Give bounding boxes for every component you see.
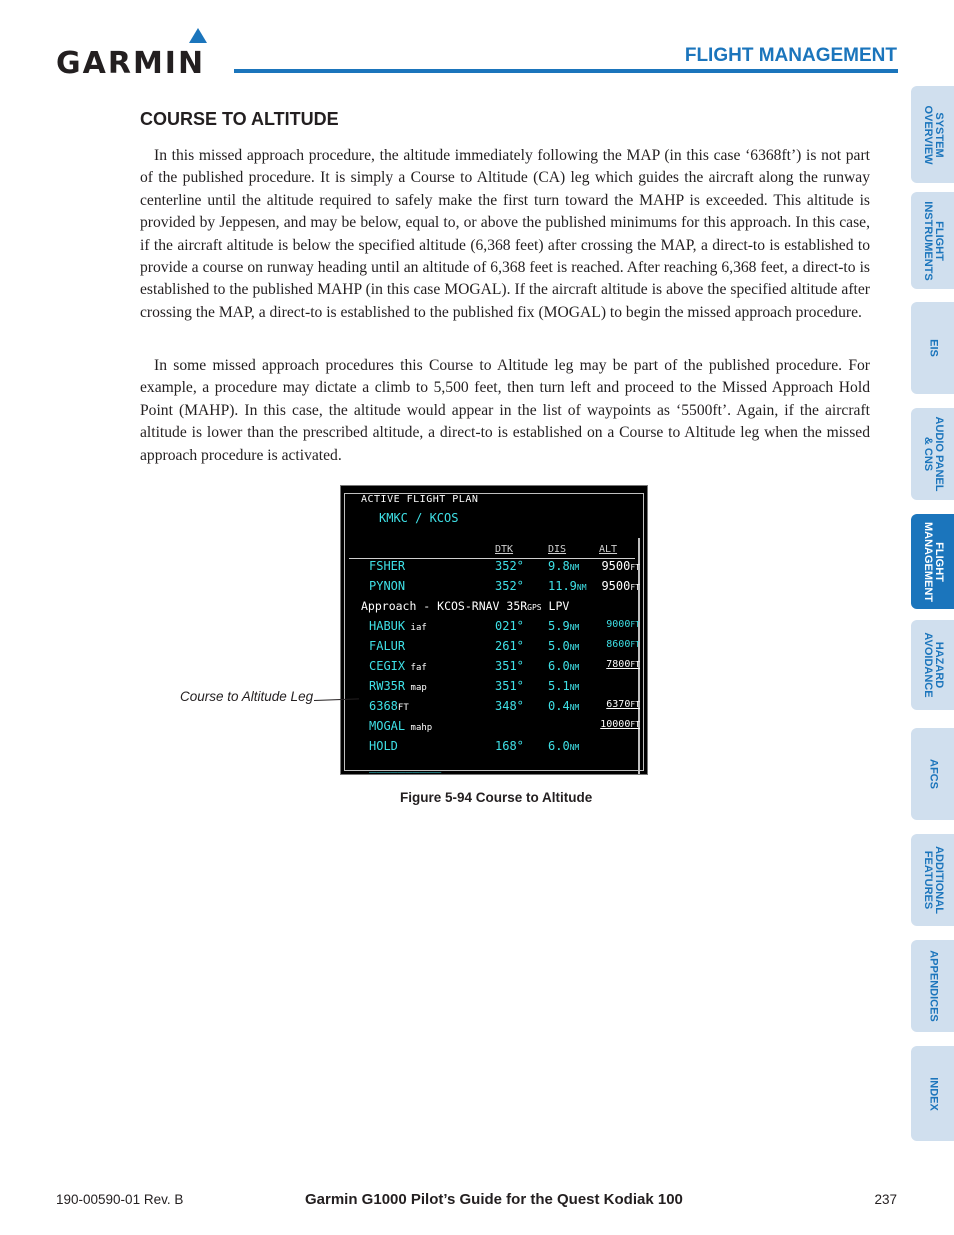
body-paragraph-2: In some missed approach procedures this Course to Altitude leg may be part of the published procedure. For example, a procedure may dictate a climb to 5,500 feet, then turn left and proceed to the Missed Approach Hold Point (MAHP). In this case, the altitude would appear in the list of waypoints as ‘5500ft’. Again, if the aircraft altitude is lower than the prescribed altitude, a direct-to is established on a Course to Altitude leg when the missed approach procedure is activated. (140, 357, 870, 464)
flight-plan-row[interactable] (345, 719, 645, 739)
waypoint-alt: 7800FT (606, 659, 640, 670)
waypoint-name: CEGIX faf (369, 659, 427, 673)
side-tab[interactable] (911, 834, 954, 926)
side-tab-label: FLIGHT MANAGEMENT (921, 521, 945, 602)
footer-title: Garmin G1000 Pilot’s Guide for the Quest Kodiak 100 (305, 1191, 683, 1208)
waypoint-name: RW35R map (369, 679, 427, 693)
waypoint-name: __________ (369, 759, 442, 773)
column-header-dis: DIS (548, 544, 567, 555)
waypoint-name: PYNON (369, 579, 406, 593)
side-tab[interactable] (911, 940, 954, 1032)
garmin-logo-text: GARMIN (56, 46, 206, 81)
flight-plan-row[interactable] (345, 559, 645, 579)
side-tab-label: FLIGHT INSTRUMENTS (921, 200, 945, 281)
page-heading: COURSE TO ALTITUDE (140, 109, 339, 129)
waypoint-name: HABUK iaf (369, 619, 427, 633)
side-tab-label: AFCS (927, 759, 939, 789)
waypoint-dis: 11.9NM (548, 579, 587, 593)
column-header-dtk: DTK (495, 544, 514, 555)
waypoint-dis: 5.1NM (548, 679, 580, 693)
active-flight-plan-screen (340, 485, 648, 775)
waypoint-alt: 6370FT (606, 699, 640, 710)
waypoint-dtk: 168° (495, 739, 524, 753)
waypoint-name: FALUR (369, 639, 406, 653)
garmin-logo (56, 28, 220, 81)
side-tab[interactable] (911, 1046, 954, 1141)
flight-plan-row[interactable] (345, 739, 645, 759)
side-tab-label: APPENDICES (927, 950, 939, 1022)
approach-label: Approach - KCOS-RNAV 35RGPS LPV (361, 599, 570, 613)
garmin-triangle-icon (189, 28, 207, 43)
figure-caption: Figure 5-94 Course to Altitude (400, 790, 593, 805)
waypoint-dis: 0.4NM (548, 699, 580, 713)
flight-plan-row[interactable] (345, 679, 645, 699)
waypoint-alt: 9000FT (606, 619, 640, 630)
waypoint-dis: 9.8NM (548, 559, 580, 573)
waypoint-name: HOLD (369, 739, 398, 753)
side-tab-label: ADDITIONAL FEATURES (921, 846, 945, 914)
side-tab[interactable] (911, 86, 954, 183)
doc-number: 190-00590-01 Rev. B (56, 1192, 184, 1207)
side-tab-label: EIS (927, 339, 939, 357)
waypoint-dis: 5.9NM (548, 619, 580, 633)
waypoint-alt: 9500FT (601, 559, 640, 573)
side-tab[interactable] (911, 192, 954, 289)
waypoint-dtk: 261° (495, 639, 524, 653)
waypoint-dtk: 348° (495, 699, 524, 713)
page-number: 237 (874, 1192, 897, 1207)
flight-plan-row[interactable] (345, 639, 645, 659)
side-tab[interactable] (911, 620, 954, 710)
waypoint-name: MOGAL mahp (369, 719, 433, 733)
waypoint-dtk: 021° (495, 619, 524, 633)
side-tab-label: HAZARD AVOIDANCE (921, 632, 945, 698)
callout-label: Course to Altitude Leg (180, 689, 314, 704)
flight-plan-row[interactable] (345, 579, 645, 599)
column-header-alt: ALT (599, 544, 618, 555)
flight-plan-title: ACTIVE FLIGHT PLAN (358, 494, 481, 505)
waypoint-alt: 10000FT (600, 719, 640, 730)
flight-plan-row[interactable] (345, 759, 645, 779)
waypoint-dtk: 351° (495, 659, 524, 673)
waypoint-alt: 8600FT (606, 639, 640, 650)
waypoint-alt: 9500FT (601, 579, 640, 593)
side-tab[interactable] (911, 728, 954, 820)
flight-plan-row[interactable] (345, 619, 645, 639)
route-label: KMKC / KCOS (379, 511, 459, 525)
body-paragraph-1: In this missed approach procedure, the altitude immediately following the MAP (in this case ‘6368ft’) is not part of the published procedure. It is simply a Course to Altitude (CA) leg which guides the aircraft along the runway centerline until the altitude required to safely make the first turn toward the MAHP is exceeded. This altitude is provided by Jeppesen, and may be below, equal to, or above the published minimums for this approach. In this case, if the aircraft altitude is below the specified altitude (6,368 feet) after crossing the MAP, a direct-to is established to provide a course on runway heading until an altitude of 6,368 feet is reached. After reaching 6,368 feet, a direct-to is established to the published MAHP (in this case MOGAL). If the aircraft altitude is above the specified altitude after crossing the MAP, a direct-to is established to the published fix (MOGAL) to begin the missed approach procedure. (140, 147, 870, 321)
waypoint-name: 6368FT (369, 699, 409, 713)
waypoint-name: FSHER (369, 559, 406, 573)
waypoint-dis: 6.0NM (548, 659, 580, 673)
side-tab-label: AUDIO PANEL & CNS (921, 416, 945, 492)
waypoint-dis: 5.0NM (548, 639, 580, 653)
waypoint-dtk: 351° (495, 679, 524, 693)
side-tab[interactable] (911, 302, 954, 394)
section-title: FLIGHT MANAGEMENT (684, 45, 897, 66)
header-divider (234, 69, 898, 73)
side-tab[interactable] (911, 408, 954, 500)
flight-plan-frame (344, 493, 644, 771)
waypoint-dtk: 352° (495, 559, 524, 573)
flight-plan-row[interactable] (345, 699, 645, 719)
side-tab[interactable] (911, 514, 954, 609)
side-tab-label: INDEX (927, 1076, 939, 1111)
side-tab-label: SYSTEM OVERVIEW (921, 104, 945, 165)
approach-header-row[interactable] (345, 599, 645, 619)
waypoint-dis: 6.0NM (548, 739, 580, 753)
flight-plan-row[interactable] (345, 659, 645, 679)
waypoint-dtk: 352° (495, 579, 524, 593)
